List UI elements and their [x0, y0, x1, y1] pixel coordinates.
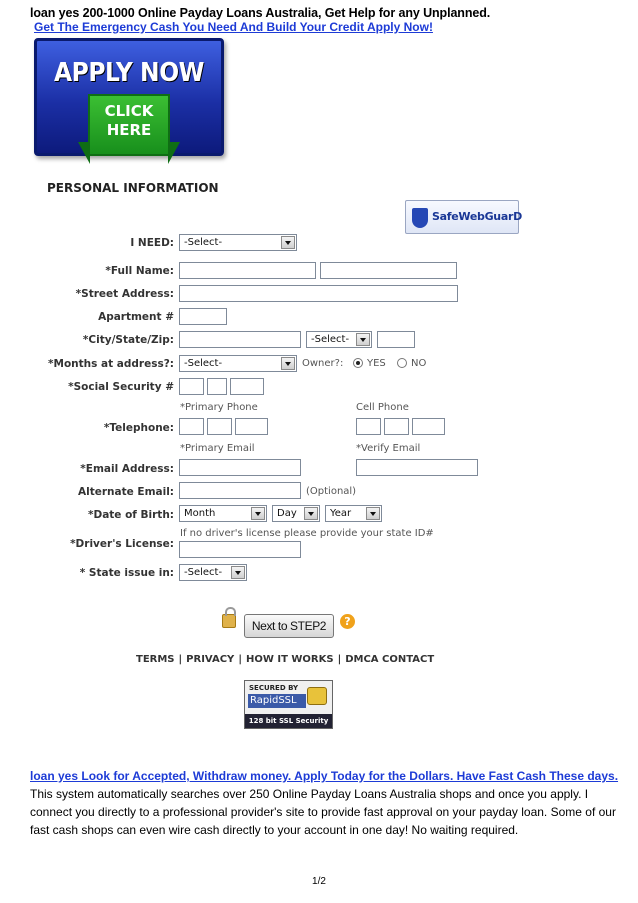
phone-prefix-input[interactable]: [207, 418, 232, 435]
last-name-input[interactable]: [320, 262, 457, 279]
primary-email-sublabel: *Primary Email: [180, 443, 255, 454]
ssl-strength: 128 bit SSL Security: [245, 714, 332, 728]
months-select[interactable]: [179, 355, 297, 372]
owner-yes-label: YES: [367, 358, 386, 369]
body-text: This system automatically searches over 250 Online Payday Loans Australia shops and once you apply. I connect you directly to a professional provider's site to provide fast approval on your payday loan. Some of our fast cash shops can even wire cash directly to your account in one day! No waiting required.: [30, 787, 616, 837]
license-label: *Driver's License:: [70, 538, 174, 550]
optional-note: (Optional): [306, 486, 357, 497]
apartment-label: Apartment #: [98, 311, 174, 323]
chevron-down-icon: [304, 507, 318, 520]
page-number: 1/2: [312, 876, 326, 887]
dob-year-select[interactable]: [325, 505, 382, 522]
dob-day-select[interactable]: [272, 505, 320, 522]
phone-line-input[interactable]: [235, 418, 268, 435]
chevron-down-icon: [251, 507, 265, 520]
ssl-secured-by: SECURED BY: [249, 684, 299, 692]
telephone-label: *Telephone:: [103, 422, 174, 434]
dmca-contact-link[interactable]: DMCA CONTACT: [345, 654, 435, 665]
cell-prefix-input[interactable]: [384, 418, 409, 435]
padlock-icon: [307, 687, 327, 705]
state-select[interactable]: [306, 331, 372, 348]
alt-email-label: Alternate Email:: [78, 486, 174, 498]
dob-day-value: Day: [277, 508, 297, 519]
email-label: *Email Address:: [80, 463, 174, 475]
click-line: CLICK: [104, 102, 154, 120]
shield-icon: [412, 208, 428, 228]
owner-no-radio[interactable]: [397, 358, 407, 368]
dob-label: *Date of Birth:: [88, 509, 174, 521]
footer-links: TERMS | PRIVACY | HOW IT WORKS | DMCA CONTACT: [136, 654, 435, 665]
here-line: HERE: [106, 121, 152, 139]
i-need-label: I NEED:: [130, 237, 174, 249]
rapidssl-badge: [244, 680, 333, 729]
primary-phone-sublabel: *Primary Phone: [180, 402, 258, 413]
body-link[interactable]: loan yes Look for Accepted, Withdraw money. Apply Today for the Dollars. Have Fast Cash These days.: [30, 769, 619, 783]
body-paragraph: [30, 767, 620, 839]
months-label: *Months at address?:: [48, 358, 174, 370]
chevron-down-icon: [281, 236, 295, 249]
safewebguard-label: SafeWebGuarD: [432, 210, 522, 223]
email-input[interactable]: [179, 459, 301, 476]
full-name-label: *Full Name:: [105, 265, 174, 277]
apartment-input[interactable]: [179, 308, 227, 325]
chevron-down-icon: [281, 357, 295, 370]
state-issue-value: -Select-: [184, 567, 223, 578]
verify-email-input[interactable]: [356, 459, 478, 476]
months-value: -Select-: [184, 358, 223, 369]
apply-now-text: APPLY NOW: [53, 58, 204, 88]
dob-month-select[interactable]: [179, 505, 267, 522]
owner-no-label: NO: [411, 358, 427, 369]
terms-link[interactable]: TERMS: [136, 654, 175, 665]
dob-year-value: Year: [330, 508, 352, 519]
verify-email-sublabel: *Verify Email: [356, 443, 421, 454]
owner-yes-radio[interactable]: [353, 358, 363, 368]
phone-area-input[interactable]: [179, 418, 204, 435]
how-it-works-link[interactable]: HOW IT WORKS: [245, 654, 334, 665]
ssl-brand: RapidSSL: [248, 694, 306, 708]
state-issue-select[interactable]: [179, 564, 247, 581]
next-step-button[interactable]: Next to STEP2: [244, 614, 334, 638]
ssn-part2-input[interactable]: [207, 378, 227, 395]
cell-line-input[interactable]: [412, 418, 445, 435]
document-title: loan yes 200-1000 Online Payday Loans Australia, Get Help for any Unplanned.: [30, 6, 491, 20]
state-value: -Select-: [311, 334, 350, 345]
city-state-zip-label: *City/State/Zip:: [82, 334, 174, 346]
help-icon[interactable]: ?: [340, 614, 355, 629]
apply-now-link[interactable]: Get The Emergency Cash You Need And Build Your Credit Apply Now!: [34, 20, 433, 34]
ssn-part3-input[interactable]: [230, 378, 264, 395]
form-heading: PERSONAL INFORMATION: [47, 181, 219, 195]
chevron-down-icon: [366, 507, 380, 520]
state-issue-label: * State issue in:: [79, 567, 174, 579]
safewebguard-badge: [405, 200, 522, 234]
i-need-select[interactable]: [179, 234, 297, 251]
lock-icon: [222, 614, 236, 628]
chevron-down-icon: [356, 333, 370, 346]
zip-input[interactable]: [377, 331, 415, 348]
ssn-part1-input[interactable]: [179, 378, 204, 395]
privacy-link[interactable]: PRIVACY: [186, 654, 235, 665]
street-input[interactable]: [179, 285, 458, 302]
license-input[interactable]: [179, 541, 301, 558]
i-need-value: -Select-: [184, 237, 223, 248]
first-name-input[interactable]: [179, 262, 316, 279]
street-label: *Street Address:: [75, 288, 174, 300]
city-input[interactable]: [179, 331, 301, 348]
owner-label: Owner?:: [302, 358, 344, 369]
ssn-label: *Social Security #: [68, 381, 174, 393]
license-hint: If no driver's license please provide your state ID#: [180, 528, 434, 539]
cell-area-input[interactable]: [356, 418, 381, 435]
alt-email-input[interactable]: [179, 482, 301, 499]
chevron-down-icon: [231, 566, 245, 579]
cell-phone-sublabel: Cell Phone: [356, 402, 409, 413]
dob-month-value: Month: [184, 508, 216, 519]
